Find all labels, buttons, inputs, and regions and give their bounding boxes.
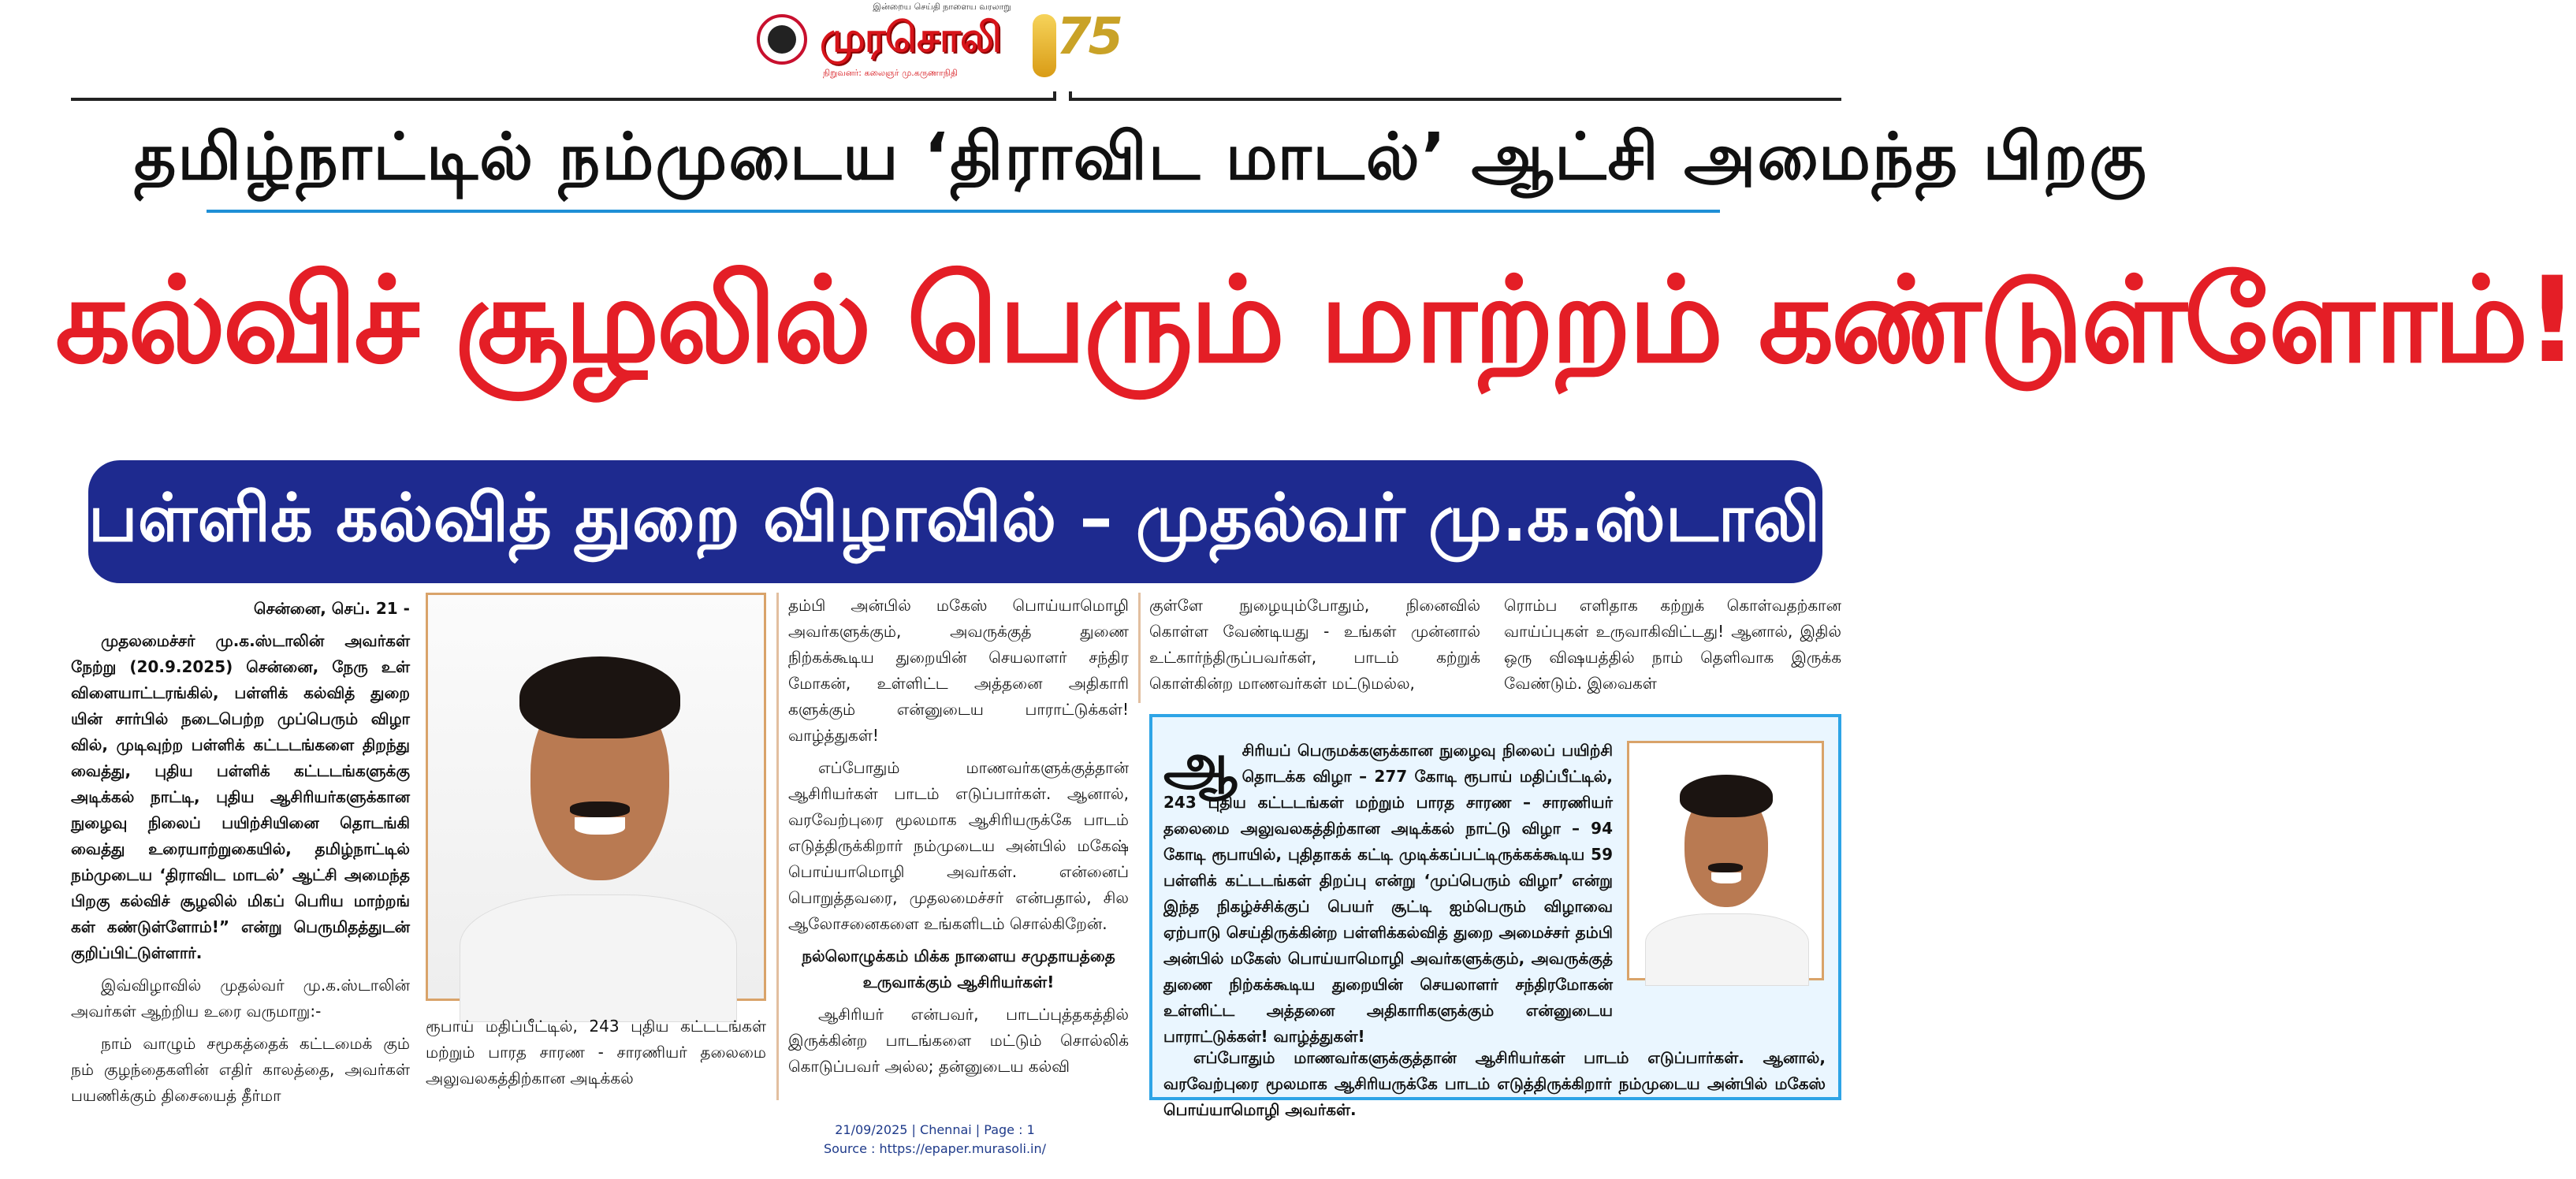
article-column-3: [788, 593, 1129, 1100]
article-column-5: [1504, 593, 1841, 703]
article-paragraph: எப்போதும் மாணவர்களுக்குத்தான் ஆசிரியர்கள் பாடம் எடுப்பார்கள். ஆனால், வரவேற்புரை மூலமாக ஆசிரியருக்கே பாடம் எடுத்திருக்கிறார் நம்முடைய அன்பில் மகேஷ் பொய்யாமொழி அவர்கள். என்னைப் பொறுத்தவரை, முதலமைச்சர் என்பதால், சில ஆலோசனைகளை உங்களிடம் சொல்கிறேன்.: [788, 758, 1129, 933]
chief-minister-photo: [426, 593, 766, 1001]
top-rule-right: [1069, 98, 1841, 101]
article-intro: இவ்விழாவில் முதல்வர் மு.க.ஸ்டாலின் அவர்கள் ஆற்றிய உரை வருமாறு:-: [71, 976, 410, 1021]
party-seal-icon: [757, 14, 807, 65]
masthead: [757, 0, 1127, 88]
article-paragraph: நாம் வாழும் சமூகத்தைக் கட்டமைக் கும் நம் குழந்தைகளின் எதிர் காலத்தை, அவர்கள் பயணிக்கும் திசையைத் தீர்மா: [71, 1034, 410, 1105]
logo-subline: நிறுவனர்: கலைஞர் மு.கருணாநிதி: [823, 68, 958, 78]
top-rule-right-end: [1069, 91, 1072, 101]
article-column-2: [426, 1013, 766, 1100]
boxed-article-paragraph: எப்போதும் மாணவர்களுக்குத்தான் ஆசிரியர்கள் பாடம் எடுப்பார்கள். ஆனால், வரவேற்புரை மூலமாக ஆசிரியருக்கே பாடம் எடுத்திருக்கிறார் நம்முடைய அன்பில் மகேஸ் பொய்யாமொழி அவர்கள்.: [1163, 1048, 1826, 1119]
top-rule-left-end: [1053, 91, 1056, 101]
article-paragraph: குள்ளே நுழையும்போதும், நினைவில் கொள்ள வேண்டியது - உங்கள் முன்னால் உட்கார்ந்திருப்பவர்கள், பாடம் கற்றுக் கொள்கின்ற மாணவர்கள் மட்டுமல்ல,: [1149, 596, 1480, 693]
page-footer: [0, 1121, 1870, 1159]
top-rule-left: [71, 98, 1056, 101]
drop-cap: ஆ: [1163, 731, 1238, 798]
dateline: சென்னை, செப். 21 -: [253, 599, 410, 618]
article-paragraph: ரொம்ப எளிதாக கற்றுக் கொள்வதற்கான வாய்ப்புகள் உருவாகிவிட்டது! ஆனால், இதில் ஒரு விஷயத்தில் நாம் தெளிவாக இருக்க வேண்டும். இவைகள்: [1504, 596, 1841, 693]
kicker-underline: [207, 210, 1720, 213]
article-lead: முதலமைச்சர் மு.க.ஸ்டாலின் அவர்கள் நேற்று (20.9.2025) சென்னை, நேரு உள் விளையாட்டரங்கில், பள்ளிக் கல்வித் துறை யின் சார்பில் நடைபெற்ற முப்பெரும் விழா வில், முடிவுற்ற பள்ளிக் கட்டடங்களை திறந்து வைத்து, புதிய பள்ளிக் கட்டடங்களுக்கு அடிக்கல் நாட்டி, புதிய ஆசிரியர்களுக்கான நுழைவு நிலைப் பயிற்சியினை தொடங்கி வைத்து உரையாற்றுகையில், தமிழ்நாட்டில் நம்முடைய ‘திராவிட மாடல்’ ஆட்சி அமைந்த பிறகு கல்விச் சூழலில் மிகப் பெரிய மாற்றங் கள் கண்டுள்ளோம்!” என்று பெருமிதத்துடன் குறிப்பிட்டுள்ளார்.: [71, 631, 410, 962]
article-paragraph: ரூபாய் மதிப்பீட்டில், 243 புதிய கட்டடங்கள் மற்றும் பாரத சாரண - சாரணியர் தலைமை அலுவலகத்திற்கான அடிக்கல்: [426, 1017, 766, 1088]
boxed-article-text-2: [1163, 1045, 1826, 1119]
education-minister-photo: [1627, 741, 1824, 980]
article-paragraph: தம்பி அன்பில் மகேஸ் பொய்யாமொழி அவர்களுக்கும், அவருக்குத் துணை நிற்கக்கூடிய துறையின் செயலாளர் சந்திர மோகன், உள்ளிட்ட அத்தனை அதிகாரி களுக்கும் என்னுடைய பாராட்டுக்கள்! வாழ்த்துகள்!: [788, 596, 1129, 745]
anniversary-badge: 75: [1056, 8, 1121, 66]
kicker-headline: தமிழ்நாட்டில் நம்முடைய ‘திராவிட மாடல்’ ஆட்சி அமைந்த பிறகு: [134, 120, 2148, 195]
subhead: பள்ளிக் கல்வித் துறை விழாவில் – முதல்வர் மு.க.ஸ்டாலின் பெருமிதம்!: [88, 479, 2262, 556]
column-divider: [1138, 593, 1141, 703]
footer-source-line: Source : https://epaper.murasoli.in/: [823, 1141, 1047, 1156]
boxed-article-text: [1163, 731, 1613, 1046]
article-subtitle: நல்லொழுக்கம் மிக்க நாளைய சமுதாயத்தை உருவாக்கும் ஆசிரியர்கள்!: [802, 947, 1115, 991]
article-paragraph: ஆசிரியர் என்பவர், பாடப்புத்தகத்தில் இருக்கின்ற பாடங்களை மட்டும் சொல்லிக் கொடுப்பவர் அல்ல; தன்னுடைய கல்வி: [788, 1005, 1129, 1076]
footer-date-line: 21/09/2025 | Chennai | Page : 1: [835, 1122, 1035, 1137]
column-divider: [776, 593, 779, 1100]
masthead-tagline: இன்றைய செய்தி நாளைய வரலாறு: [873, 2, 1011, 12]
article-column-1: [71, 596, 410, 1105]
newspaper-logo: முரசொலி: [820, 14, 1001, 61]
main-headline: கல்விச் சூழலில் பெரும் மாற்றம் கண்டுள்ளோம்!: [55, 252, 2576, 389]
portrait-emblem-icon: [1033, 14, 1056, 77]
boxed-article-paragraph: சிரியப் பெருமக்களுக்கான நுழைவு நிலைப் பயிற்சி தொடக்க விழா – 277 கோடி ரூபாய் மதிப்பீட்டில், 243 புதிய கட்டடங்கள் மற்றும் பாரத சாரண – சாரணியர் தலைமை அலுவலகத்திற்கான அடிக்கல் நாட்டு விழா – 94 கோடி ரூபாயில், புதிதாகக் கட்டி முடிக்கப்பட்டிருக்கக்கூடிய 59 பள்ளிக் கட்டடங்கள் திறப்பு என்று ‘முப்பெரும் விழா’ என்று இந்த நிகழ்ச்சிக்குப் பெயர் சூட்டி ஐம்பெரும் விழாவை ஏற்பாடு செய்திருக்கின்ற பள்ளிக்கல்வித் துறை அமைச்சர் தம்பி அன்பில் மகேஸ் பொய்யாமொழி அவர்களுக்கும், அவருக்குத் துணை நிற்கக்கூடிய துறையின் செயலாளர் சந்திரமோகன் உள்ளிட்ட அத்தனை அதிகாரிகளுக்கும் என்னுடைய பாராட்டுக்கள்! வாழ்த்துகள்!: [1163, 741, 1613, 1046]
article-column-4: [1149, 593, 1480, 703]
